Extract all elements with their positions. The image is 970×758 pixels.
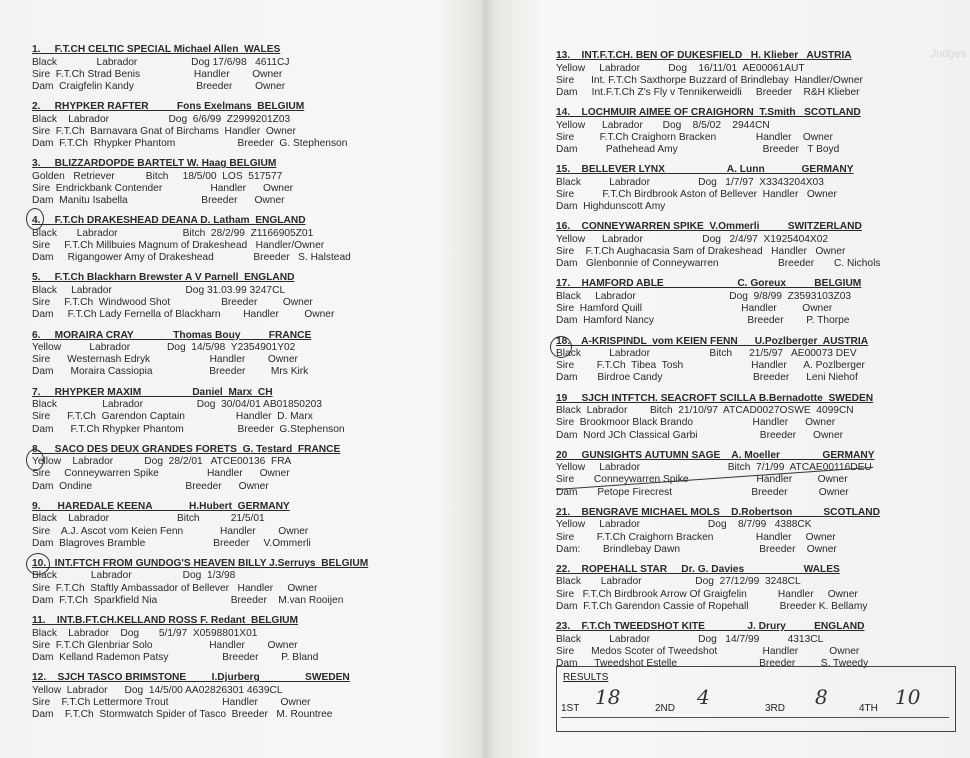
- entry-title: 1. F.T.CH CELTIC SPECIAL Michael Allen WALES: [32, 44, 281, 55]
- second-label: 2ND: [655, 703, 676, 714]
- entry-title: 2. RHYPKER RAFTER Fons Exelmans BELGIUM: [32, 101, 305, 113]
- left-page: [32, 0, 462, 758]
- entry-title: 11. INT.B.FT.CH.KELLAND ROSS F. Redant BELGIUM: [32, 615, 299, 627]
- entry-line: Sire A.J. Ascot vom Keien Fenn Handler Owner: [32, 525, 309, 537]
- entry-line: Black Labrador Dog 27/12/99 3248CL: [556, 576, 801, 588]
- entry-line: Sire Westernash Edryk Handler Owner: [32, 354, 298, 366]
- entry-item: [32, 501, 462, 550]
- entry-line: Yellow Labrador Dog 14/5/98 Y2354901Y02: [32, 342, 296, 354]
- entry-line: Sire F.T.Ch Birdbrook Arrow Of Graigfelin Handler Owner: [556, 588, 858, 600]
- entry-title: 5. F.T.Ch Blackharn Brewster A V Parnell ENGLAND: [32, 272, 295, 284]
- entry-line: Sire Hamford Quill Handler Owner: [556, 303, 833, 315]
- hand-drawn-circle-4: [26, 208, 44, 230]
- entry-line: Yellow Labrador Dog 8/7/99 4388CK: [556, 519, 812, 531]
- entry-title: 12. SJCH TASCO BRIMSTONE I.Djurberg SWEDEN: [32, 672, 350, 684]
- entry-line: Yellow Labrador Bitch 7/1/99 ATCAE00116DEU: [556, 462, 872, 474]
- entry-line: Sire F.T.Ch Glenbriar Solo Handler Owner: [32, 639, 298, 651]
- entry-item: [32, 158, 462, 207]
- entry-line: Black Labrador Dog 31.03.99 3247CL: [32, 284, 286, 296]
- entry-item: [556, 164, 966, 213]
- entry-line: Dam Hamford Nancy Breeder P. Thorpe: [556, 315, 850, 327]
- entry-title: 22. ROPEHALL STAR Dr. G. Davies WALES: [556, 563, 840, 575]
- entry-item: [556, 221, 966, 270]
- results-row: [561, 685, 949, 718]
- entry-line: Black Labrador Bitch 21/5/97 AE00073 DEV: [556, 348, 857, 360]
- entry-item: [556, 107, 966, 156]
- entry-line: Yellow Labrador Dog 2/4/97 X1925404X02: [556, 233, 829, 245]
- entry-line: Dam Int.F.T.Ch Z's Fly v Tennikerweidli Breeder R&H Klieber: [556, 86, 860, 98]
- entry-line: Sire F.T.Ch Strad Benis Handler Owner: [32, 68, 283, 80]
- third-value: 8: [815, 685, 828, 709]
- entry-line: Dam Glenbonnie of Conneywarren Breeder C. Nichols: [556, 258, 881, 270]
- entry-item: [32, 330, 462, 379]
- entry-line: Dam: Brindlebay Dawn Breeder Owner: [556, 543, 837, 555]
- entry-line: Sire Conneywarren Spike Handler Owner: [556, 474, 848, 486]
- right-page: [556, 0, 966, 758]
- first-label: 1ST: [561, 703, 580, 714]
- entry-title: 18. A-KRISPINDL vom KEIEN FENN U.Pozlberger AUSTRIA: [556, 335, 869, 347]
- entry-title: 19 SJCH INTFTCH. SEACROFT SCILLA B.Bernadotte SWEDEN: [556, 392, 874, 404]
- entry-title: 8. SACO DES DEUX GRANDES FORETS G. Testard FRANCE: [32, 443, 341, 455]
- entry-line: Sire Medos Scoter of Tweedshot Handler Owner: [556, 645, 860, 657]
- third-label: 3RD: [765, 703, 786, 714]
- second-value: 4: [697, 685, 710, 709]
- entry-line: Black Labrador Dog 5/1/97 X0598801X01: [32, 627, 258, 639]
- hand-drawn-circle-10: [26, 553, 50, 575]
- entry-line: Sire F.T.Ch Craighorn Bracken Handler Owner: [556, 131, 833, 143]
- entry-title: 3. BLIZZARDOPDE BARTELT W. Haag BELGIUM: [32, 158, 277, 170]
- entry-line: Yellow Labrador Dog 14/5/00 AA02826301 4639CL: [32, 684, 283, 696]
- entry-line: Sire F.T.Ch Craighorn Bracken Handler Owner: [556, 531, 836, 543]
- entry-line: Dam Manitu Isabella Breeder Owner: [32, 195, 285, 207]
- entry-line: Dam Pathehead Amy Breeder T Boyd: [556, 144, 840, 156]
- entry-line: Sire F.T.Ch Staftly Ambassador of Bellever Handler Owner: [32, 582, 318, 594]
- entry-line: Black Labrador Bitch 21/10/97 ATCAD0027OSWE 4099CN: [556, 405, 854, 417]
- entry-line: Sire Int. F.T.Ch Saxthorpe Buzzard of Brindlebay Handler/Owner: [556, 74, 863, 86]
- left-entries-list: [32, 44, 462, 729]
- entry-line: Dam F.T.Ch Rhypker Phantom Breeder G.Stephenson: [32, 423, 345, 435]
- entry-item: [556, 336, 966, 385]
- entry-line: Dam Highdunscott Amy: [556, 201, 666, 213]
- entry-title: 13. INT.F.T.CH. BEN OF DUKESFIELD H. Klieber AUSTRIA: [556, 50, 852, 61]
- entry-line: Dam Birdroe Candy Breeder Leni Niehof: [556, 372, 858, 384]
- entry-item: [32, 215, 462, 264]
- entry-title: 15. BELLEVER LYNX A. Lunn GERMANY: [556, 164, 854, 176]
- entry-line: Dam Blagroves Bramble Breeder V.Ommerli: [32, 537, 311, 549]
- entry-title: 20 GUNSIGHTS AUTUMN SAGE A. Moeller GERMANY: [556, 449, 875, 461]
- hand-drawn-circle-8: [26, 449, 44, 471]
- entry-title: 4. F.T.Ch DRAKESHEAD DEANA D. Latham ENGLAND: [32, 215, 306, 227]
- entry-line: Black Labrador Bitch 21/5/01: [32, 513, 265, 525]
- entry-line: Black Labrador Dog 6/6/99 Z2999201Z03: [32, 113, 291, 125]
- results-title: RESULTS: [563, 672, 609, 683]
- entry-item: [556, 564, 966, 613]
- entry-title: 7. RHYPKER MAXIM Daniel Marx CH: [32, 386, 273, 398]
- entry-line: Sire F.T.Ch Birdbrook Aston of Bellever Handler Owner: [556, 188, 837, 200]
- entry-line: Sire F.T.Ch Aughacasia Sam of Drakeshead Handler Owner: [556, 246, 846, 258]
- entry-line: Black Labrador Dog 1/3/98: [32, 570, 236, 582]
- entry-line: Yellow Labrador Dog 28/2/01 ATCE00136 FRA: [32, 456, 292, 468]
- entry-line: Sire F.T.Ch Lettermore Trout Handler Owner: [32, 696, 311, 708]
- entry-line: Dam Moraira Cassiopia Breeder Mrs Kirk: [32, 366, 309, 378]
- entry-title: 14. LOCHMUIR AIMEE OF CRAIGHORN T.Smith SCOTLAND: [556, 107, 861, 119]
- entry-title: 21. BENGRAVE MICHAEL MOLS D.Robertson SCOTLAND: [556, 506, 880, 518]
- entry-line: Sire Conneywarren Spike Handler Owner: [32, 468, 290, 480]
- entry-line: Black Labrador Dog 1/7/97 X3343204X03: [556, 176, 824, 188]
- entry-line: Dam Kelland Rademon Patsy Breeder P. Bland: [32, 652, 319, 663]
- fourth-value: 10: [895, 685, 921, 709]
- entry-title: 17. HAMFORD ABLE C. Goreux BELGIUM: [556, 278, 862, 290]
- results-box: [556, 666, 956, 732]
- entry-line: Sire Endrickbank Contender Handler Owner: [32, 182, 294, 194]
- entry-line: Dam Petope Firecrest Breeder Owner: [556, 486, 849, 498]
- entry-item: [556, 278, 966, 327]
- entry-line: Sire F.T.Ch Windwood Shot Breeder Owner: [32, 297, 313, 309]
- entry-line: Dam F.T.Ch Lady Fernella of Blackharn Handler Owner: [32, 309, 335, 321]
- entry-line: Black Labrador Bitch 28/2/99 Z1166905Z01: [32, 227, 314, 239]
- entry-line: Dam Craigfelin Kandy Breeder Owner: [32, 80, 286, 92]
- entry-title: 6. MORAIRA CRAY Thomas Bouy FRANCE: [32, 329, 312, 341]
- entry-line: Dam F.T.Ch Sparkfield Nia Breeder M.van Rooijen: [32, 594, 344, 606]
- entry-item: [556, 50, 966, 99]
- entry-line: Yellow Labrador Dog 8/5/02 2944CN: [556, 119, 770, 131]
- entry-line: Sire Brookmoor Black Brando Handler Owner: [556, 417, 836, 429]
- entry-line: Dam Nord JCh Classical Garbi Breeder Owner: [556, 429, 844, 441]
- entry-item: [556, 621, 966, 670]
- entry-title: 23. F.T.Ch TWEEDSHOT KITE J. Drury ENGLAND: [556, 621, 865, 633]
- entry-line: Sire F.T.Ch Garendon Captain Handler D. Marx: [32, 411, 313, 423]
- entry-title: 10. INT.FTCH FROM GUNDOG'S HEAVEN BILLY J.Serruys BELGIUM: [32, 557, 369, 569]
- entry-line: Dam Ondine Breeder Owner: [32, 480, 269, 492]
- entry-item: [32, 101, 462, 150]
- first-value: 18: [595, 685, 621, 709]
- entry-item: [32, 444, 462, 493]
- entry-line: Sire F.T.Ch Tibea Tosh Handler A. Pozlberger: [556, 360, 865, 372]
- entry-line: Golden Retriever Bitch 18/5/00 LOS 517577: [32, 170, 283, 182]
- entry-title: 9. HAREDALE KEENA H.Hubert GERMANY: [32, 500, 290, 512]
- entry-item: [32, 44, 462, 93]
- entry-line: Dam F.T.Ch Stormwatch Spider of Tasco Breeder M. Rountree: [32, 709, 333, 721]
- entry-line: Dam F.T.Ch Rhypker Phantom Breeder G. Stephenson: [32, 138, 348, 150]
- entry-title: 16. CONNEYWARREN SPIKE V.Ommerli SWITZERLAND: [556, 221, 862, 233]
- entry-line: Dam Tweedshot Estelle Breeder S. Tweedy: [556, 658, 869, 669]
- entry-line: Black Labrador Dog 9/8/99 Z3593103Z03: [556, 290, 852, 302]
- entry-item: [556, 393, 966, 442]
- entry-item: [556, 507, 966, 556]
- entry-line: Black Labrador Dog 30/04/01 AB01850203: [32, 399, 322, 411]
- entry-line: Sire F.T.Ch Barnavara Gnat of Birchams Handler Owner: [32, 125, 296, 137]
- right-entries-list: [556, 50, 966, 678]
- faded-side-text: Judges: [930, 48, 966, 60]
- entry-line: Black Labrador Dog 14/7/99 4313CL: [556, 633, 824, 645]
- entry-item: [32, 387, 462, 436]
- entry-line: Dam F.T.Ch Garendon Cassie of Ropehall Breeder K. Bellamy: [556, 600, 868, 612]
- entry-item: [32, 272, 462, 321]
- entry-line: Sire F.T.Ch Millbuies Magnum of Drakeshead Handler/Owner: [32, 240, 325, 252]
- entry-item: [32, 615, 462, 664]
- entry-item: [32, 672, 462, 721]
- entry-line: Dam Rigangower Amy of Drakeshead Breeder S. Halstead: [32, 252, 351, 264]
- hand-drawn-circle-18: [550, 336, 572, 358]
- fourth-label: 4TH: [859, 703, 878, 714]
- entry-item: [32, 558, 462, 607]
- entry-line: Yellow Labrador Dog 16/11/01 AE00061AUT: [556, 62, 805, 74]
- entry-line: Black Labrador Dog 17/6/98 4611CJ: [32, 56, 290, 68]
